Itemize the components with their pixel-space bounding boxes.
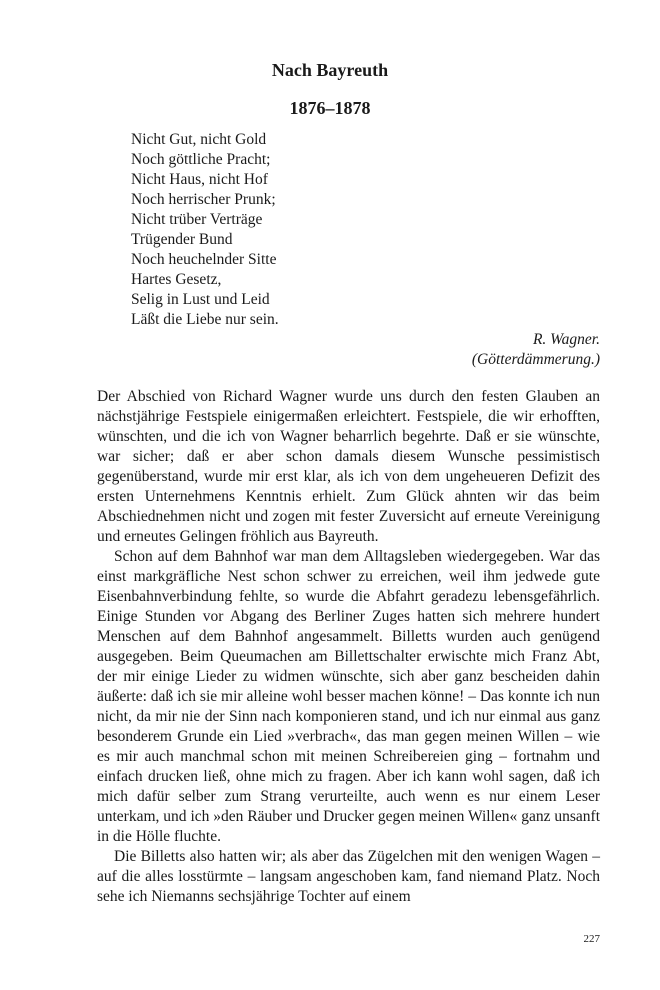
poem-line: Noch göttliche Pracht; [131, 151, 271, 168]
poem-line: Läßt die Liebe nur sein. [131, 311, 279, 328]
body-text [97, 387, 600, 907]
page-number: 227 [583, 933, 600, 945]
epigraph-attribution [472, 330, 600, 370]
epigraph-poem [131, 130, 279, 330]
epigraph-source: (Götterdämmerung.) [471, 351, 600, 368]
poem-line: Noch heuchelnder Sitte [131, 251, 277, 268]
paragraph: Schon auf dem Bahnhof war man dem Alltagsleben wiedergegeben. War das einst markgräfliche Nest schon schwer zu erreichen, weil ihm jedwede gute Eisenbahnverbindung fehlte, so wurde die Abfahrt geradezu lebensgefährlich. Einige Stunden vor Abgang des Berliner Zuges hatten sich mehrere hundert Menschen auf dem Bahnhof angesammelt. Billetts wurden auch genügend ausgegeben. Beim Queumachen am Billettschalter erwischte mich Franz Abt, der mir einige Lieder zu widmen wünschte, sich aber ganz bescheiden dahin äußerte: daß ich sie mir alleine wohl besser machen könne! – Das konnte ich nun nicht, da mir nie der Sinn nach komponieren stand, und ich nur einmal aus ganz besonderem Grunde ein Lied »verbrach«, das man gegen meinen Willen – wie es mir auch manchmal schon mit meinen Schreibereien ging – fortnahm und einfach drucken ließ, ohne mich zu fragen. Aber ich kann wohl sagen, daß ich mich dafür selber zum Strang verurteilte, auch wenn es nur einem Leser unterkam, und ich »den Räuber und Drucker gegen meinen Willen« ganz unsanft in die Hölle fluchte. [97, 548, 600, 845]
chapter-years: 1876–1878 [289, 98, 371, 118]
poem-line: Selig in Lust und Leid [131, 291, 270, 308]
poem-line: Hartes Gesetz, [131, 271, 222, 288]
poem-line: Nicht Haus, nicht Hof [131, 171, 268, 188]
chapter-title: Nach Bayreuth [271, 60, 389, 80]
poem-line: Noch herrischer Prunk; [131, 191, 276, 208]
paragraph: Die Billetts also hatten wir; als aber das Zügelchen mit den wenigen Wagen – auf die alles losstürmte – langsam angeschoben kam, fand niemand Platz. Noch sehe ich Niemanns sechsjährige Tochter auf einem [97, 848, 600, 905]
epigraph-author: R. Wagner. [532, 331, 600, 348]
paragraph: Der Abschied von Richard Wagner wurde uns durch den festen Glauben an nächstjährige Festspiele einigermaßen erleichtert. Festspiele, die wir erhofften, wünschten, und die ich von Wagner beharrlich begehrte. Daß er sie wünschte, war sicher; daß er aber schon damals diesem Wunsche pessimistisch gegenüberstand, wurde mir erst klar, als ich von dem ungeheueren Defizit des ersten Unternehmens Kenntnis erhielt. Zum Glück ahnten wir das beim Abschiednehmen nicht und zogen mit fester Zuversicht auf erneute Vereinigung und erneutes Gelingen fröhlich aus Bayreuth. [97, 388, 600, 545]
poem-line: Nicht Gut, nicht Gold [131, 131, 267, 148]
poem-line: Trügender Bund [131, 231, 233, 248]
poem-line: Nicht trüber Verträge [131, 211, 263, 228]
